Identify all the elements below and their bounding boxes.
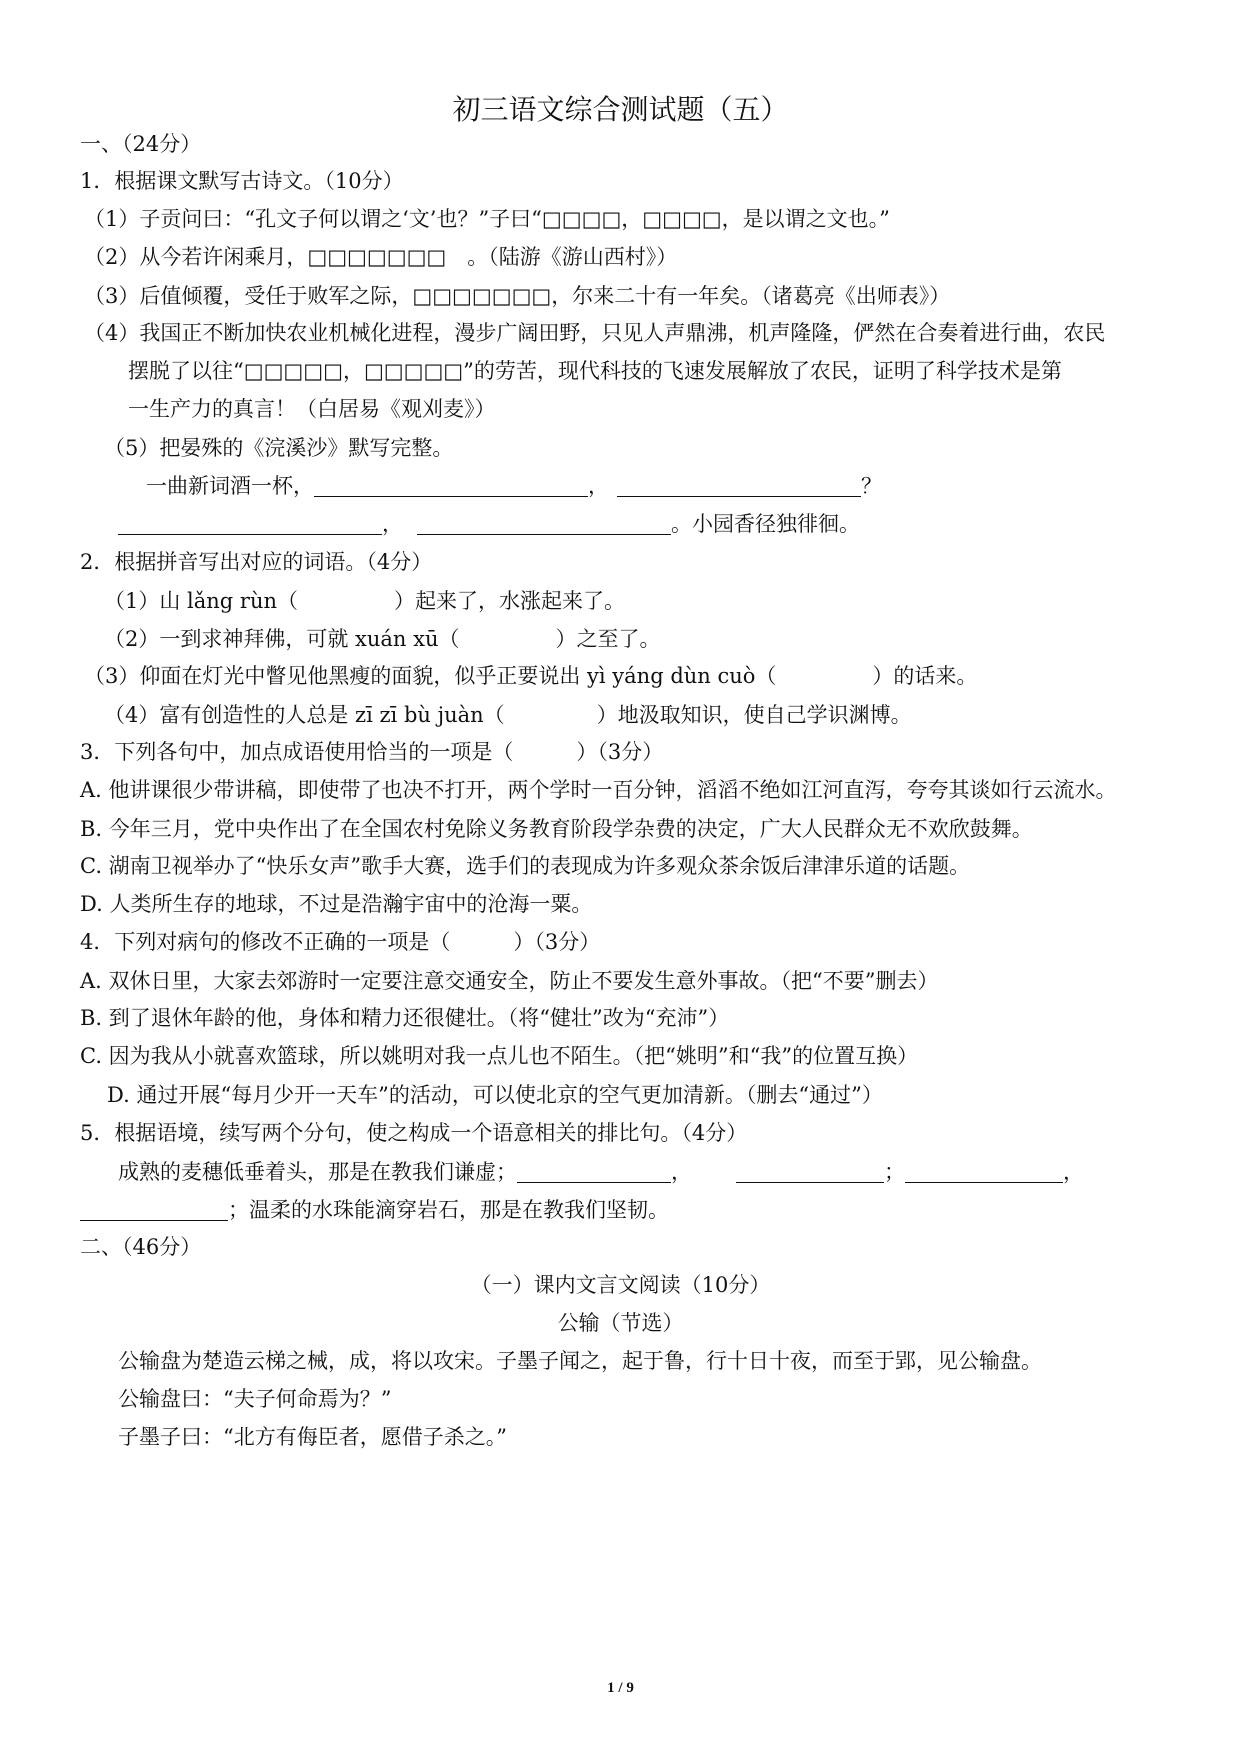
section-2-subheader: （一）课内文言文阅读（10分） <box>470 1273 771 1297</box>
q2-text: （1）山 lǎng rùn（ <box>104 589 299 613</box>
passage-title: 公输（节选） <box>557 1311 684 1335</box>
q5-text: 成熟的麦穗低垂着头，那是在教我们谦虚； <box>118 1160 517 1184</box>
punct: ， <box>1063 1160 1084 1184</box>
page-title: 初三语文综合测试题（五） <box>452 93 789 126</box>
passage-line-3: 子墨子曰：“北方有侮臣者，愿借子杀之。” <box>118 1425 507 1449</box>
q3-option-a: A. 他讲课很少带讲稿，即使带了也决不打开，两个学时一百分钟，滔滔不绝如江河直泻，夸夸其谈如行云流水。 <box>80 778 1117 802</box>
answer-blank[interactable] <box>617 474 861 497</box>
punct: ， <box>588 474 609 498</box>
q3-option-b: B. 今年三月，党中央作出了在全国农村免除义务教育阶段学杂费的决定，广大人民群众无不欢欣鼓舞。 <box>80 817 1033 841</box>
q2-stem: 2．根据拼音写出对应的词语。（4分） <box>80 550 433 574</box>
q2-text: （3）仰面在灯光中瞥见他黑瘦的面貌，似乎正要说出 yì yáng dùn cuò（ <box>84 664 777 688</box>
passage-line-2: 公输盘曰：“夫子何命焉为？” <box>118 1387 392 1411</box>
q1-item-5-line-2 <box>118 509 860 539</box>
answer-blank[interactable] <box>314 474 588 497</box>
q1-item-5: （5）把晏殊的《浣溪沙》默写完整。 <box>104 436 454 460</box>
q1-item-2: （2）从今若许闲乘月，□□□□□□□ 。（陆游《游山西村》） <box>84 245 678 269</box>
q3-option-c: C. 湖南卫视举办了“快乐女声”歌手大赛，选手们的表现成为许多观众茶余饭后津津乐道的话题。 <box>80 854 971 878</box>
q4-option-d: D. 通过开展“每月少开一天车”的活动，可以使北京的空气更加清新。（删去“通过”） <box>107 1083 883 1107</box>
q5-line-1 <box>118 1157 1084 1187</box>
q5-line-2 <box>80 1195 669 1225</box>
q2-text: ）起来了，水涨起来了。 <box>394 589 626 613</box>
answer-blank[interactable] <box>417 512 671 535</box>
answer-blank[interactable] <box>118 512 382 535</box>
punct: ， <box>382 512 403 536</box>
page-number: 1 / 9 <box>607 1680 634 1696</box>
q1-item-3: （3）后值倾覆，受任于败军之际，□□□□□□□，尔来二十有一年矣。（诸葛亮《出师表》） <box>84 284 951 308</box>
poem-text: 。小园香径独徘徊。 <box>671 512 860 536</box>
q2-text: ）的话来。 <box>872 664 978 688</box>
answer-blank[interactable] <box>905 1160 1063 1183</box>
q1-item-4-line-2: 摆脱了以往“□□□□□，□□□□□”的劳苦，现代科技的飞速发展解放了农民，证明了科学技术是第 <box>128 359 1062 383</box>
q4-stem: 4．下列对病句的修改不正确的一项是（ ）（3分） <box>80 930 601 954</box>
q2-item-1 <box>104 586 625 616</box>
q4-option-a: A. 双休日里，大家去郊游时一定要注意交通安全，防止不要发生意外事故。（把“不要”删去） <box>80 969 939 993</box>
answer-blank[interactable] <box>736 1160 884 1183</box>
answer-blank[interactable] <box>517 1160 671 1183</box>
q2-item-2 <box>104 624 661 654</box>
q1-item-5-line-1 <box>146 471 882 501</box>
passage-line-1: 公输盘为楚造云梯之械，成，将以攻宋。子墨子闻之，起于鲁，行十日十夜，而至于郢，见公输盘。 <box>118 1349 1042 1373</box>
q1-item-4-line-1: （4）我国正不断加快农业机械化进程，漫步广阔田野，只见人声鼎沸，机声隆隆，俨然在合奏着进行曲，农民 <box>84 321 1106 345</box>
q2-item-4 <box>104 700 912 730</box>
q4-option-b: B. 到了退休年龄的他，身体和精力还很健壮。（将“健壮”改为“充沛”） <box>80 1006 730 1030</box>
q5-text: ；温柔的水珠能滴穿岩石，那是在教我们坚韧。 <box>228 1198 669 1222</box>
q1-stem: 1．根据课文默写古诗文。（10分） <box>80 169 404 193</box>
q2-text: ）之至了。 <box>555 627 661 651</box>
section-2-header: 二、（46分） <box>80 1235 202 1259</box>
q2-text: （4）富有创造性的人总是 zī zī bù juàn（ <box>104 703 505 727</box>
punct: ？ <box>861 474 882 498</box>
q2-item-3 <box>84 661 977 691</box>
poem-text: 一曲新词酒一杯， <box>146 474 314 498</box>
answer-blank[interactable] <box>80 1198 228 1221</box>
q1-item-1: （1）子贡问曰：“孔文子何以谓之‘文’也？”子曰“□□□□，□□□□，是以谓之文也。” <box>84 207 890 231</box>
q1-item-4-line-3: 一生产力的真言！（白居易《观刈麦》） <box>128 397 496 421</box>
q4-option-c: C. 因为我从小就喜欢篮球，所以姚明对我一点儿也不陌生。（把“姚明”和“我”的位置互换） <box>80 1044 919 1068</box>
q5-stem: 5．根据语境，续写两个分句，使之构成一个语意相关的排比句。（4分） <box>80 1121 748 1145</box>
q3-stem: 3．下列各句中，加点成语使用恰当的一项是（ ）（3分） <box>80 740 664 764</box>
q3-option-d: D. 人类所生存的地球，不过是浩瀚宇宙中的沧海一粟。 <box>80 892 593 916</box>
punct: ； <box>884 1160 905 1184</box>
section-1-header: 一、（24分） <box>80 132 202 156</box>
q2-text: ）地汲取知识，使自己学识渊博。 <box>596 703 912 727</box>
punct: ， <box>671 1160 692 1184</box>
q2-text: （2）一到求神拜佛，可就 xuán xū（ <box>104 627 460 651</box>
